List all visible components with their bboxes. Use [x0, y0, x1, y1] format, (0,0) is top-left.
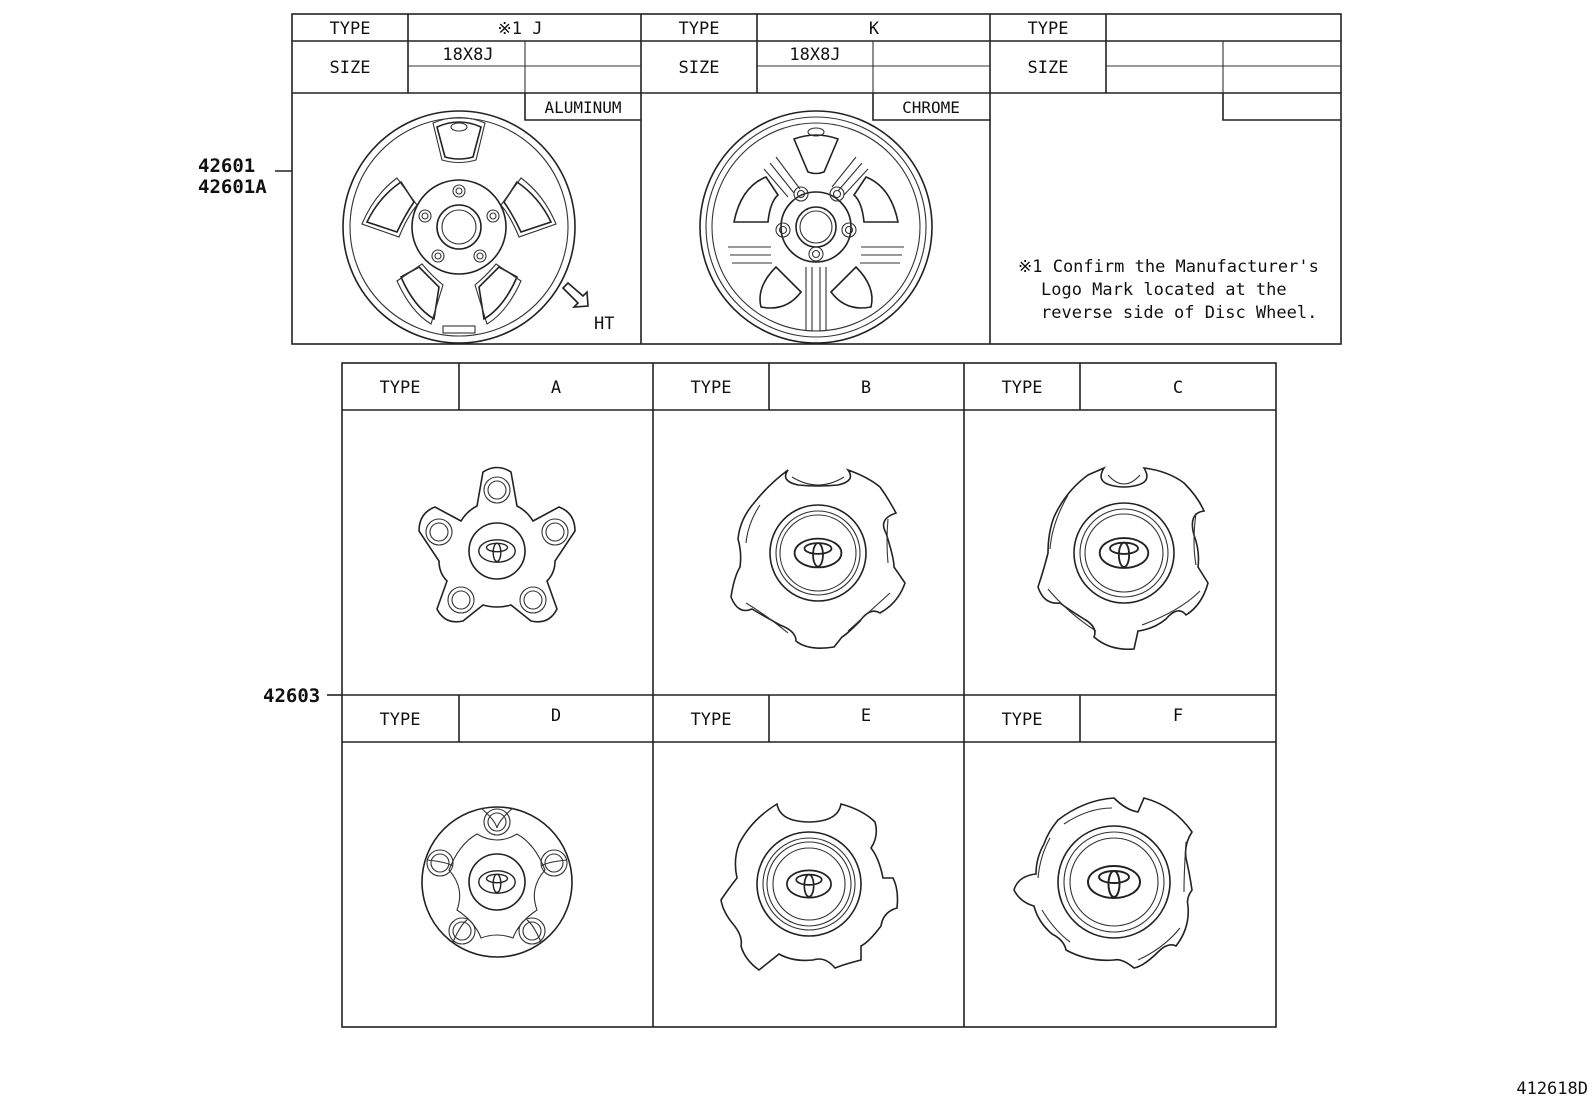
cap-b-type-label: TYPE — [690, 378, 732, 398]
cap-f-type-label: TYPE — [1001, 710, 1043, 730]
cap-d-type-label: TYPE — [379, 710, 421, 730]
wheel2-size-label: SIZE — [678, 58, 720, 78]
wheel2-type-label: TYPE — [678, 19, 720, 39]
note-line-3: reverse side of Disc Wheel. — [1041, 303, 1318, 323]
wheel1-size-value: 18X8J — [442, 45, 494, 65]
cap-c-type-label: TYPE — [1001, 378, 1043, 398]
wheel1-type-label: TYPE — [329, 19, 371, 39]
note-line-2: Logo Mark located at the — [1041, 280, 1287, 300]
cap-c-drawing — [1038, 468, 1208, 649]
wheel1-material: ALUMINUM — [544, 98, 622, 117]
callout-42601: 42601 — [198, 155, 256, 177]
wheel-k-drawing — [700, 111, 932, 343]
wheel1-type-value: ※1 J — [497, 19, 543, 39]
ht-marker: HT — [594, 314, 615, 334]
cap-e-drawing — [721, 804, 898, 970]
wheel3-type-label: TYPE — [1027, 19, 1069, 39]
cap-a-type-label: TYPE — [379, 378, 421, 398]
cap-b-type-value: B — [860, 378, 872, 398]
cap-f-type-value: F — [1172, 706, 1184, 726]
wheel2-type-value: K — [868, 19, 880, 39]
cap-d-type-value: D — [550, 706, 562, 726]
wheel2-size-value: 18X8J — [789, 45, 841, 65]
callout-42603: 42603 — [263, 685, 321, 707]
ht-arrow-icon — [563, 283, 588, 307]
cap-b-drawing — [731, 470, 905, 648]
cap-f-drawing — [1014, 798, 1192, 968]
cap-d-drawing — [422, 807, 572, 957]
note-line-1: ※1 Confirm the Manufacturer's — [1018, 257, 1319, 277]
wheel3-size-label: SIZE — [1027, 58, 1069, 78]
wheel2-material: CHROME — [902, 98, 960, 117]
cap-e-type-value: E — [860, 706, 872, 726]
cap-a-drawing — [419, 468, 575, 622]
callout-42601A: 42601A — [198, 176, 267, 198]
cap-e-type-label: TYPE — [690, 710, 732, 730]
wheel-j-drawing — [343, 111, 575, 343]
cap-a-type-value: A — [550, 378, 562, 398]
wheel1-size-label: SIZE — [329, 58, 371, 78]
cap-c-type-value: C — [1172, 378, 1184, 398]
diagram-id: 412618D — [1516, 1079, 1588, 1099]
